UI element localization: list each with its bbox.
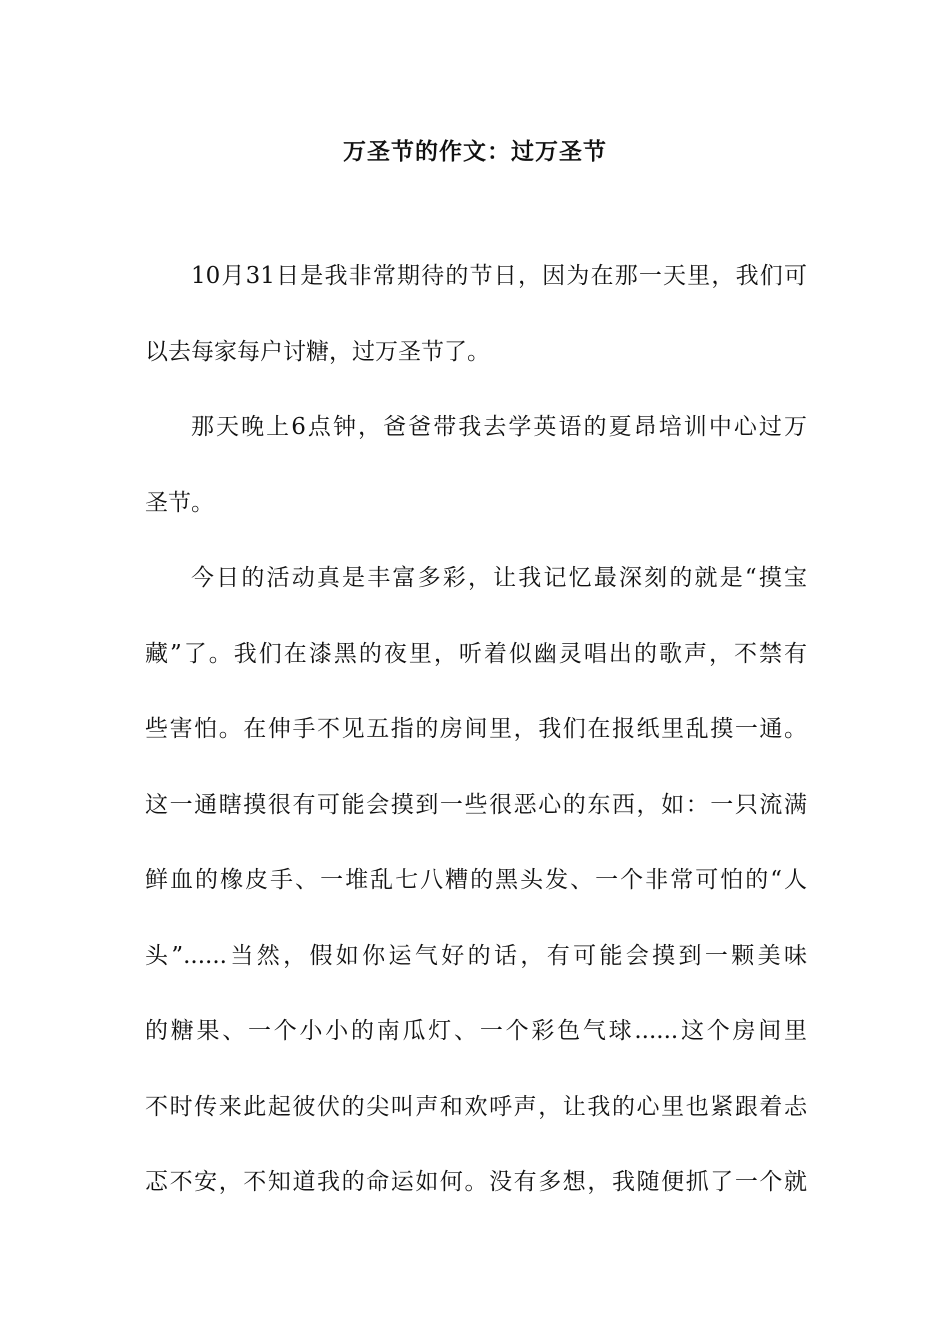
paragraph-line: 不时传来此起彼伏的尖叫声和欢呼声，让我的心里也紧跟着忐 — [145, 1093, 807, 1120]
paragraph-line: 这一通瞎摸很有可能会摸到一些很恶心的东西，如：一只流满 — [145, 791, 807, 818]
paragraph-line: 藏”了。我们在漆黑的夜里，听着似幽灵唱出的歌声，不禁有 — [145, 640, 807, 667]
paragraph-line: 以去每家每户讨糖，过万圣节了。 — [145, 338, 490, 365]
paragraph-line: 圣节。 — [145, 489, 214, 516]
paragraph-line: 忑不安，不知道我的命运如何。没有多想，我随便抓了一个就 — [145, 1169, 807, 1195]
paragraph-line: 头”......当然，假如你运气好的话，有可能会摸到一颗美味 — [145, 942, 807, 969]
paragraph-line: 的糖果、一个小小的南瓜灯、一个彩色气球......这个房间里 — [145, 1018, 807, 1044]
document-title: 万圣节的作文：过万圣节 — [343, 138, 607, 165]
paragraph-line: 10月31日是我非常期待的节日，因为在那一天里，我们可 — [191, 263, 807, 289]
paragraph-line: 鲜血的橡皮手、一堆乱七八糟的黑头发、一个非常可怕的“人 — [145, 867, 807, 893]
paragraph-line: 那天晚上6点钟，爸爸带我去学英语的夏昂培训中心过万 — [191, 414, 807, 440]
paragraph-line: 今日的活动真是丰富多彩，让我记忆最深刻的就是“摸宝 — [191, 565, 807, 591]
paragraph-line: 些害怕。在伸手不见五指的房间里，我们在报纸里乱摸一通。 — [145, 716, 807, 742]
document-body — [145, 256, 807, 1238]
